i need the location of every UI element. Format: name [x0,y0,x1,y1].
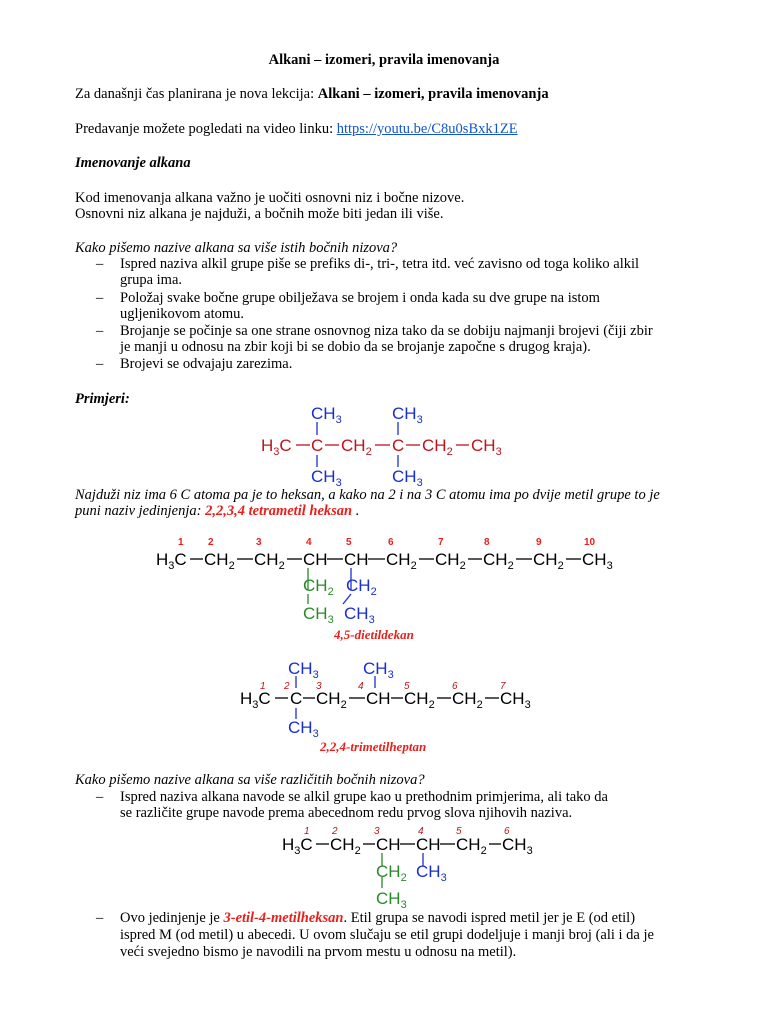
dash-6: – [96,910,104,926]
structure-ethylmethylhexane [280,820,540,908]
example-1-suffix: . [352,503,360,519]
svg-text:1: 1 [304,826,310,837]
svg-text:H3C: $H_3C$ [282,835,313,857]
svg-text:CH3: $CH_3$ [363,659,394,681]
svg-text:CH2: $CH_2$ [254,550,285,572]
bullet-3-line-1: Brojanje se počinje sa one strane osnovnog niza tako da se dobiju najmanji brojevi (čiji zbir [120,323,653,339]
svg-text:CH3: $CH_3$ [311,467,342,488]
svg-text:CH3: $CH_3$ [288,718,319,738]
examples-label: Primjeri: [75,391,130,407]
svg-text:CH2: $CH_2$ [533,550,564,572]
svg-text:CH3: $CH_3$ [500,689,531,711]
bullet-6-line-1 [120,910,635,927]
video-text: Predavanje možete pogledati na video linku: [75,121,337,137]
compound-name-2: 4,5-dietildekan [334,627,414,642]
svg-text:C: C [290,689,303,708]
svg-text:CH3: $CH_3$ [392,404,423,426]
svg-text:CH3: $CH_3$ [502,835,533,857]
compound-name-1: 2,2,3,4 tetrametil heksan [205,503,353,519]
svg-text:8: 8 [484,537,490,548]
svg-text:6: 6 [452,681,458,692]
bullet-6-suffix: . Etil grupa se navodi ispred metil jer je E (od etil) [343,910,636,926]
svg-text:3: 3 [316,681,322,692]
svg-text:CH: CH [303,550,328,569]
svg-text:CH2: $CH_2$ [330,835,361,857]
bullet-2-line-1: Položaj svake bočne grupe obilježava se brojem i onda kada su dve grupe na istom [120,290,600,306]
bullet-6-prefix: Ovo jedinjenje je [120,910,224,926]
svg-text:3: 3 [374,826,380,837]
svg-text:2: 2 [208,537,214,548]
svg-text:5: 5 [404,681,410,692]
svg-text:CH2: $CH_2$ [346,576,377,598]
svg-text:CH2: $CH_2$ [303,576,334,598]
compound-name-3: 2,2,4-trimetilheptan [320,739,427,754]
svg-text:6: 6 [388,537,394,548]
svg-text:CH2: $CH_2$ [341,436,372,458]
svg-text:CH: CH [416,835,441,854]
svg-text:CH: CH [366,689,391,708]
svg-text:3: 3 [256,537,262,548]
dash-2: – [96,290,104,306]
structure-tetramethylhexane [255,400,515,488]
svg-text:10: 10 [584,537,596,548]
svg-text:CH2: $CH_2$ [435,550,466,572]
svg-text:CH2: $CH_2$ [483,550,514,572]
paragraph-2: Osnovni niz alkana je najduži, a bočnih može biti jedan ili više. [75,206,444,222]
dash-1: – [96,256,104,272]
svg-text:2: 2 [332,826,338,837]
dash-4: – [96,356,104,372]
svg-text:4: 4 [306,537,312,548]
svg-text:CH3: $CH_3$ [344,604,375,626]
dash-3: – [96,323,104,339]
structure-trimethylheptane [236,656,536,738]
svg-text:CH3: $CH_3$ [582,550,613,572]
example-1-line-2 [75,503,359,520]
svg-text:C: C [311,436,324,455]
compound-name-4: 3-etil-4-metilheksan [223,910,344,926]
svg-text:CH3: $CH_3$ [392,467,423,488]
bullet-6-line-2: ispred M (od metil) u abecedi. U ovom slučaju se etil grupi dodeljuje i manji broj (ali i da je [120,927,654,943]
svg-text:1: 1 [260,681,266,692]
svg-text:H3C: $H_3C$ [156,550,187,572]
svg-text:CH2: $CH_2$ [456,835,487,857]
bullet-1-line-1: Ispred naziva alkil grupe piše se prefiks di-, tri-, tetra itd. već zavisno od toga koliko alkil [120,256,640,272]
svg-text:H3C: $H_3C$ [240,689,271,711]
svg-text:7: 7 [438,537,444,548]
bullet-5-line-2: se različite grupe navode prema abecednom redu prvog slova njihovih naziva. [120,805,573,821]
svg-text:6: 6 [504,826,510,837]
svg-text:CH2: $CH_2$ [316,689,347,711]
svg-text:CH2: $CH_2$ [404,689,435,711]
svg-text:CH3: $CH_3$ [471,436,502,458]
video-line [75,121,518,138]
svg-text:CH3: $CH_3$ [311,404,342,426]
svg-text:CH2: $CH_2$ [376,862,407,884]
svg-text:CH2: $CH_2$ [422,436,453,458]
intro-text: Za današnji čas planirana je nova lekcija: [75,86,318,102]
svg-text:CH: CH [344,550,369,569]
svg-text:4: 4 [418,826,424,837]
svg-text:4: 4 [358,681,364,692]
example-1-line-1: Najduži niz ima 6 C atoma pa je to heksan, a kako na 2 i na 3 C atomu ima po dvije metil grupe to je [75,487,660,503]
svg-text:CH3: $CH_3$ [288,659,319,681]
svg-text:5: 5 [456,826,462,837]
svg-text:2: 2 [284,681,290,692]
video-link[interactable]: https://youtu.be/C8u0sBxk1ZE [336,121,518,137]
intro-line [75,86,549,103]
section-heading: Imenovanje alkana [75,155,191,171]
bullet-1-line-2: grupa ima. [120,272,183,288]
bullet-6-line-3: veći svejedno bismo je navodili na prvom mestu u odnosu na metil). [120,944,517,960]
lesson-name: Alkani – izomeri, pravila imenovanja [317,86,549,102]
page-title: Alkani – izomeri, pravila imenovanja [268,52,500,68]
question-2: Kako pišemo nazive alkana sa više različitih bočnih nizova? [75,772,425,788]
svg-text:CH2: $CH_2$ [452,689,483,711]
svg-text:9: 9 [536,537,542,548]
svg-text:H3C: $H_3C$ [261,436,292,458]
bullet-2-line-2: ugljenikovom atomu. [120,306,245,322]
svg-text:5: 5 [346,537,352,548]
svg-text:C: C [392,436,405,455]
question-1: Kako pišemo nazive alkana sa više istih bočnih nizova? [75,240,398,256]
bullet-3-line-2: je manji u odnosu na zbir koji bi se dobio da se brojanje započne s drugog kraja). [120,339,591,355]
svg-text:CH2: $CH_2$ [386,550,417,572]
svg-text:7: 7 [500,681,506,692]
dash-5: – [96,789,104,805]
example-1-prefix: puni naziv jedinjenja: [75,503,206,519]
svg-text:CH3: $CH_3$ [303,604,334,626]
svg-text:CH2: $CH_2$ [204,550,235,572]
paragraph-1: Kod imenovanja alkana važno je uočiti osnovni niz i bočne nizove. [75,190,465,206]
bullet-5-line-1: Ispred naziva alkana navode se alkil grupe kao u prethodnim primjerima, ali tako da [120,789,608,805]
svg-text:CH3: $CH_3$ [416,862,447,884]
structure-diethyldecane [150,532,620,628]
svg-text:1: 1 [178,537,184,548]
svg-text:CH: CH [376,835,401,854]
bullet-4-line-1: Brojevi se odvajaju zarezima. [120,356,293,372]
svg-text:CH3: $CH_3$ [376,889,407,908]
